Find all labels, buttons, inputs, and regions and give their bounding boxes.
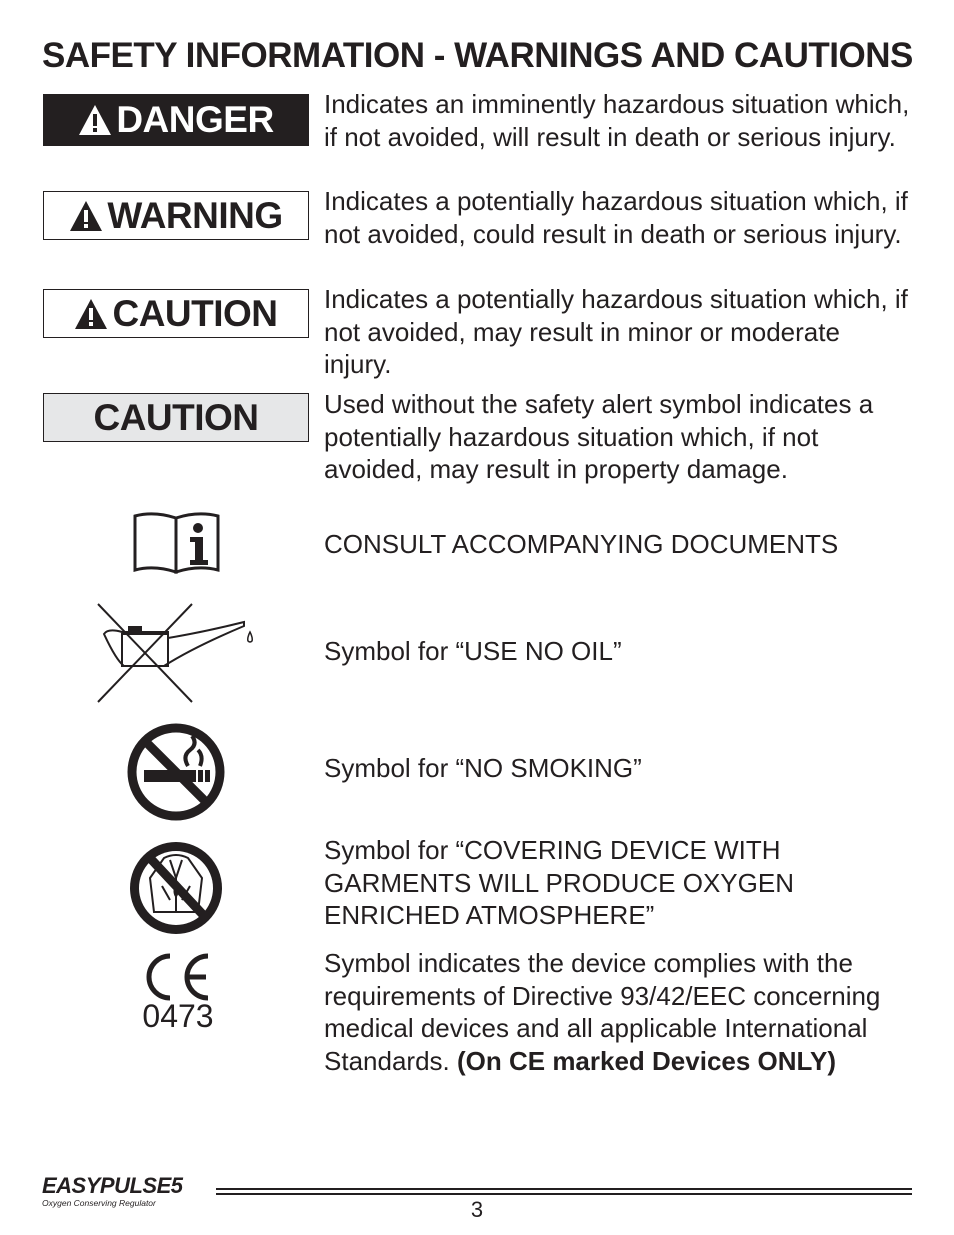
page-title: SAFETY INFORMATION - WARNINGS AND CAUTIONS xyxy=(42,36,913,75)
no-oil-description: Symbol for “USE NO OIL” xyxy=(324,636,622,666)
brand-tagline: Oxygen Conserving Regulator xyxy=(42,1198,156,1208)
ce-notified-body-number: 0473 xyxy=(142,998,214,1034)
danger-description: Indicates an imminently hazardous situation which, if not avoided, will result in death or serious injury. xyxy=(324,89,910,152)
footer-rule-bottom xyxy=(216,1193,912,1195)
caution-alert-label: CAUTION xyxy=(112,292,278,334)
caution-plain-signal-box xyxy=(43,393,309,442)
warning-signal-box xyxy=(43,191,309,240)
brand-logo xyxy=(42,1174,212,1208)
safety-alert-icon xyxy=(78,104,112,136)
no-smoking-description: Symbol for “NO SMOKING” xyxy=(324,753,642,783)
warning-label: WARNING xyxy=(107,194,283,236)
consult-documents-description: CONSULT ACCOMPANYING DOCUMENTS xyxy=(324,529,839,559)
brand-name: EASYPULSE5 xyxy=(42,1173,183,1198)
caution-plain-description: Used without the safety alert symbol indicates a potentially hazardous situation which, if not avoided, may result in property damage. xyxy=(324,389,874,484)
ce-mark-description xyxy=(324,947,914,1077)
page-number: 3 xyxy=(470,1197,484,1222)
danger-signal-box xyxy=(43,94,309,146)
safety-alert-icon xyxy=(74,298,108,330)
footer-rule-top xyxy=(216,1188,912,1190)
ce-mark-description-text: Symbol indicates the device complies with the requirements of Directive 93/42/EEC concerning medical devices and all applicable International Standards. xyxy=(324,948,881,1076)
caution-alert-signal-box xyxy=(43,289,309,338)
danger-label: DANGER xyxy=(116,99,274,140)
no-covering-garments-description: Symbol for “COVERING DEVICE WITH GARMENTS WILL PRODUCE OXYGEN ENRICHED ATMOSPHERE” xyxy=(324,835,794,930)
no-covering-garments-icon xyxy=(126,838,226,938)
ce-mark-description-note: (On CE marked Devices ONLY) xyxy=(456,1045,837,1076)
safety-alert-icon xyxy=(69,200,103,232)
consult-documents-icon xyxy=(132,510,222,576)
warning-description: Indicates a potentially hazardous situation which, if not avoided, could result in death or serious injury. xyxy=(324,186,908,249)
no-smoking-icon xyxy=(126,722,226,822)
no-oil-icon xyxy=(94,602,258,704)
caution-alert-description: Indicates a potentially hazardous situation which, if not avoided, may result in minor or moderate injury. xyxy=(324,284,908,379)
caution-plain-label: CAUTION xyxy=(93,396,259,438)
ce-mark-icon xyxy=(138,952,214,1002)
